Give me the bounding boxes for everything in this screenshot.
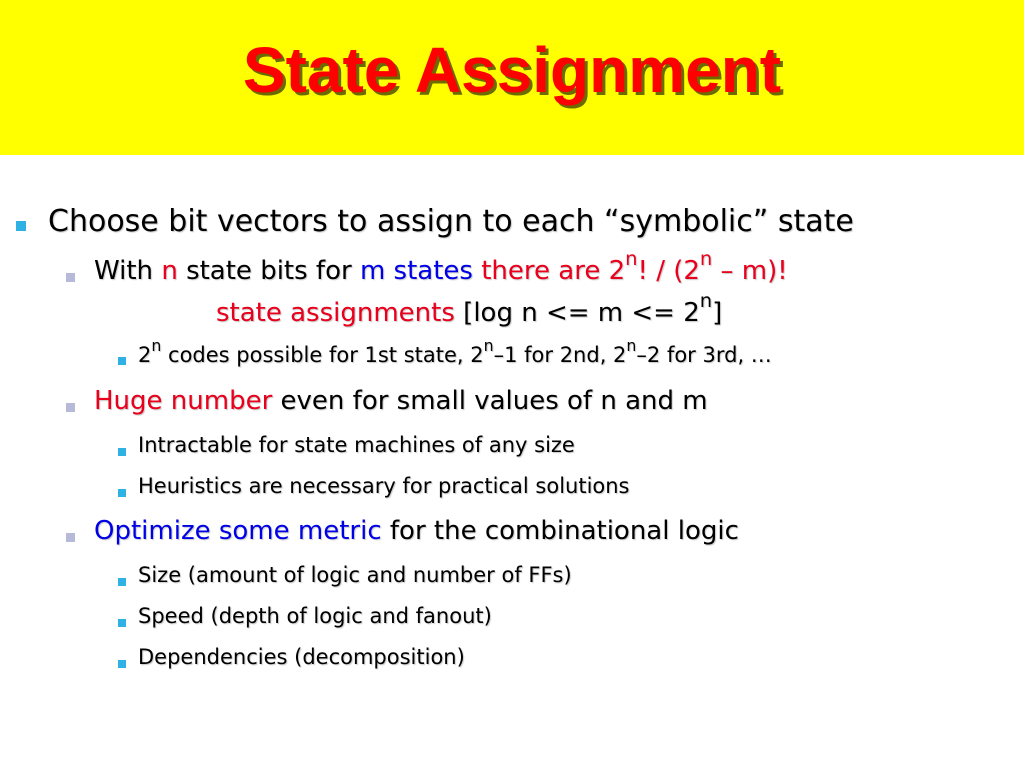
bullet-optimize-metric: Optimize some metric for the combinational logic [94,516,739,546]
bullet-square-icon [66,533,75,542]
bullet-codes-possible: 2$^n$ codes possible for 1st state, 2$^n$–1 for 2nd, 2$^n$–2 for 3rd, … [138,335,772,367]
bullet-square-icon [118,578,126,586]
bullet-square-icon [118,357,126,365]
bullet-square-icon [118,619,126,627]
bullet-state-bits: With n state bits for m states there are 2$^n$! / (2$^n$ – m)! [94,247,788,286]
bullet-heuristics: Heuristics are necessary for practical solutions [138,474,630,498]
bullet-size: Size (amount of logic and number of FFs) [138,563,572,587]
bullet-square-icon [118,660,126,668]
bullet-square-icon [16,221,26,231]
bullet-square-icon [66,273,75,282]
slide-title: State Assignment [242,34,782,106]
bullet-square-icon [66,403,75,412]
bullet-intractable: Intractable for state machines of any size [138,433,575,457]
bullet-choose-bit-vectors: Choose bit vectors to assign to each “symbolic” state [48,204,854,239]
bullet-square-icon [118,448,126,456]
bullet-speed: Speed (depth of logic and fanout) [138,604,492,628]
bullet-square-icon [118,489,126,497]
bullet-state-assignments: state assignments [log $n <= m <= 2^n$] [216,289,723,328]
bullet-huge-number: Huge number even for small values of n and m [94,386,708,416]
bullet-dependencies: Dependencies (decomposition) [138,645,465,669]
